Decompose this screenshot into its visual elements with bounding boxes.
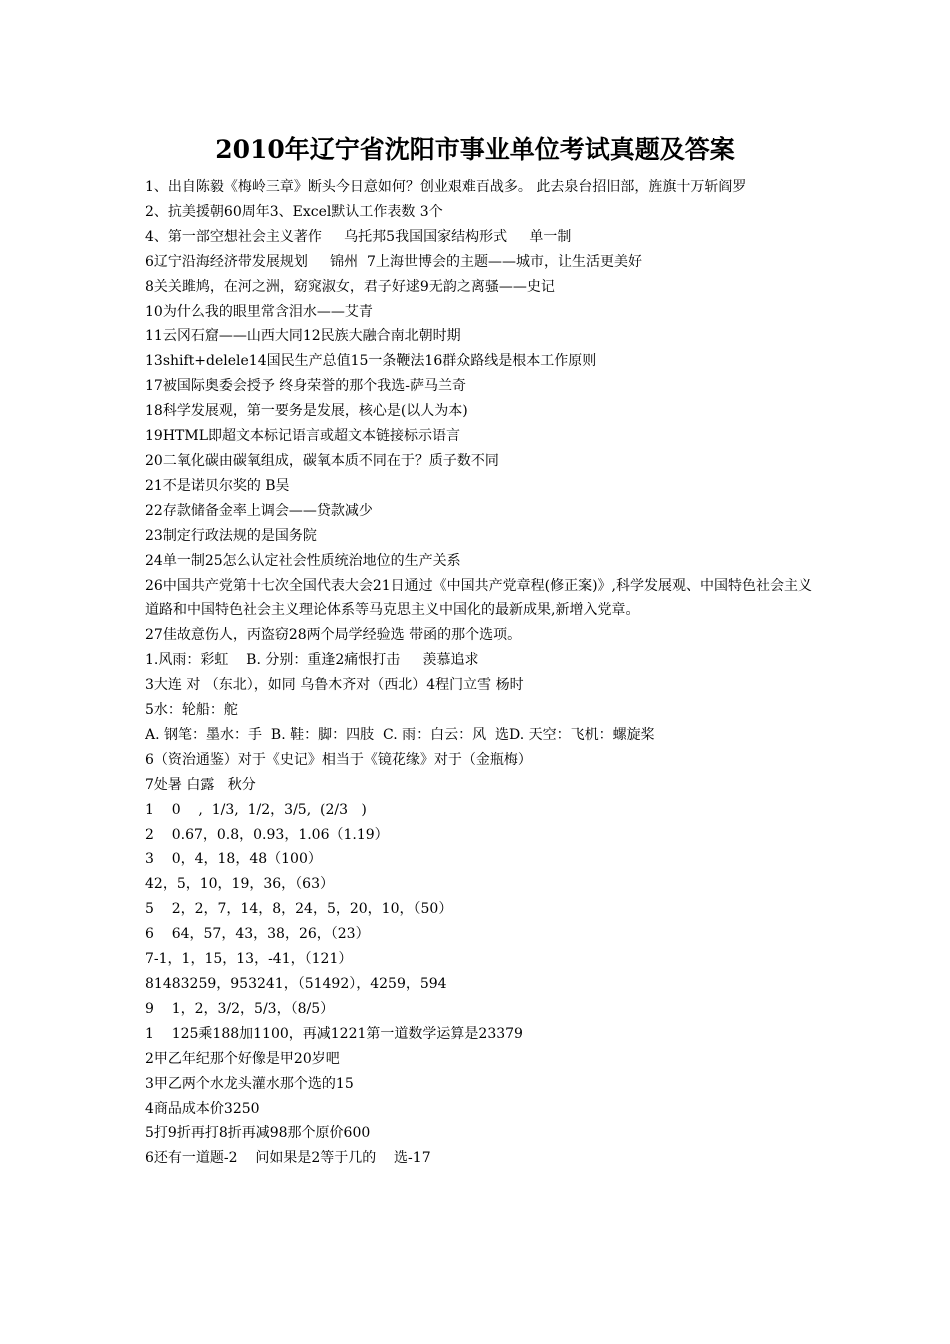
document-line: 23制定行政法规的是国务院 [145, 527, 317, 544]
document-line: 5 2，2，7，14，8，24，5，20，10，（50） [145, 901, 453, 918]
document-line: 2甲乙年纪那个好像是甲20岁吧 [145, 1050, 340, 1067]
document-line: 7处暑 白露 秋分 [145, 776, 256, 793]
document-line: 20二氧化碳由碳氧组成，碳氧本质不同在于？质子数不同 [145, 452, 499, 469]
document-line: 6（资治通鉴）对于《史记》相当于《镜花缘》对于（金瓶梅） [145, 751, 532, 768]
document-line: 6 64，57，43，38，26，（23） [145, 926, 370, 943]
document-line: 2 0.67，0.8，0.93，1.06（1.19） [145, 826, 389, 843]
document-line: 10为什么我的眼里常含泪水——艾青 [145, 303, 373, 320]
document-line: 1.风雨：彩虹 B. 分别：重逢2痛恨打击 羡慕追求 [145, 652, 479, 669]
document-line: 11云冈石窟——山西大同12民族大融合南北朝时期 [145, 328, 461, 345]
document-line: 6还有一道题-2 问如果是2等于几的 选-17 [145, 1150, 431, 1167]
document-line: 26中国共产党第十七次全国代表大会21日通过《中国共产党章程(修正案)》,科学发展观、中国特色社会主义道路和中国特色社会主义理论体系等马克思主义中国化的最新成果,新增入党章。 [145, 577, 813, 619]
document-line: 5打9折再打8折再减98那个原价600 [145, 1125, 371, 1142]
document-line: 42，5，10，19，36，（63） [145, 876, 334, 893]
document-line: 18科学发展观，第一要务是发展，核心是(以人为本) [145, 403, 468, 420]
document-line: 13shift+delele14国民生产总值15一条鞭法16群众路线是根本工作原则 [145, 353, 597, 370]
document-line: A. 钢笔：墨水：手 B. 鞋：脚：四肢 C. 雨：白云：风 选D. 天空：飞机：螺旋桨 [145, 726, 655, 743]
document-line: 6辽宁沿海经济带发展规划 锦州 7上海世博会的主题——城市，让生活更美好 [145, 253, 642, 270]
document-line: 27佳故意伤人，丙盗窃28两个局学经验选 带函的那个选项。 [145, 627, 522, 644]
document-line: 21不是诺贝尔奖的 B吴 [145, 477, 290, 494]
document-line: 7-1，1，15，13，-41，（121） [145, 951, 353, 968]
document-line: 1 125乘188加1100，再减1221第一道数学运算是23379 [145, 1025, 523, 1042]
document-line: 17被国际奥委会授予 终身荣誉的那个我选-萨马兰奇 [145, 378, 466, 395]
document-body [145, 175, 815, 1171]
document-line: 9 1，2，3/2，5/3，（8/5） [145, 1000, 335, 1017]
document-line: 3大连 对 （东北），如同 乌鲁木齐对（西北）4程门立雪 杨时 [145, 677, 524, 694]
document-line: 5水：轮船：舵 [145, 702, 238, 719]
document-line: 3 0，4，18，48（100） [145, 851, 322, 868]
document-line: 2、抗美援朝60周年3、Excel默认工作表数 3个 [145, 203, 443, 220]
document-line: 4商品成本价3250 [145, 1100, 260, 1117]
document-line: 24单一制25怎么认定社会性质统治地位的生产关系 [145, 552, 461, 569]
document-line: 81483259，953241，（51492），4259，594 [145, 976, 447, 992]
document-title: 2010年辽宁省沈阳市事业单位考试真题及答案 [215, 135, 735, 164]
document-line: 8关关雎鸠，在河之洲，窈窕淑女，君子好逑9无韵之离骚——史记 [145, 278, 555, 295]
document-line: 1、出自陈毅《梅岭三章》断头今日意如何？创业艰难百战多。 此去泉台招旧部，旌旗十万斩阎罗 [145, 179, 747, 195]
document-line: 3甲乙两个水龙头灌水那个选的15 [145, 1075, 354, 1092]
document-line: 4、第一部空想社会主义著作 乌托邦5我国国家结构形式 单一制 [145, 228, 572, 245]
document-line: 1 0 , 1/3, 1/2，3/5, (2/3 ) [145, 801, 367, 818]
document-line: 19HTML即超文本标记语言或超文本链接标示语言 [145, 428, 460, 445]
document-line: 22存款储备金率上调会——贷款减少 [145, 502, 373, 519]
